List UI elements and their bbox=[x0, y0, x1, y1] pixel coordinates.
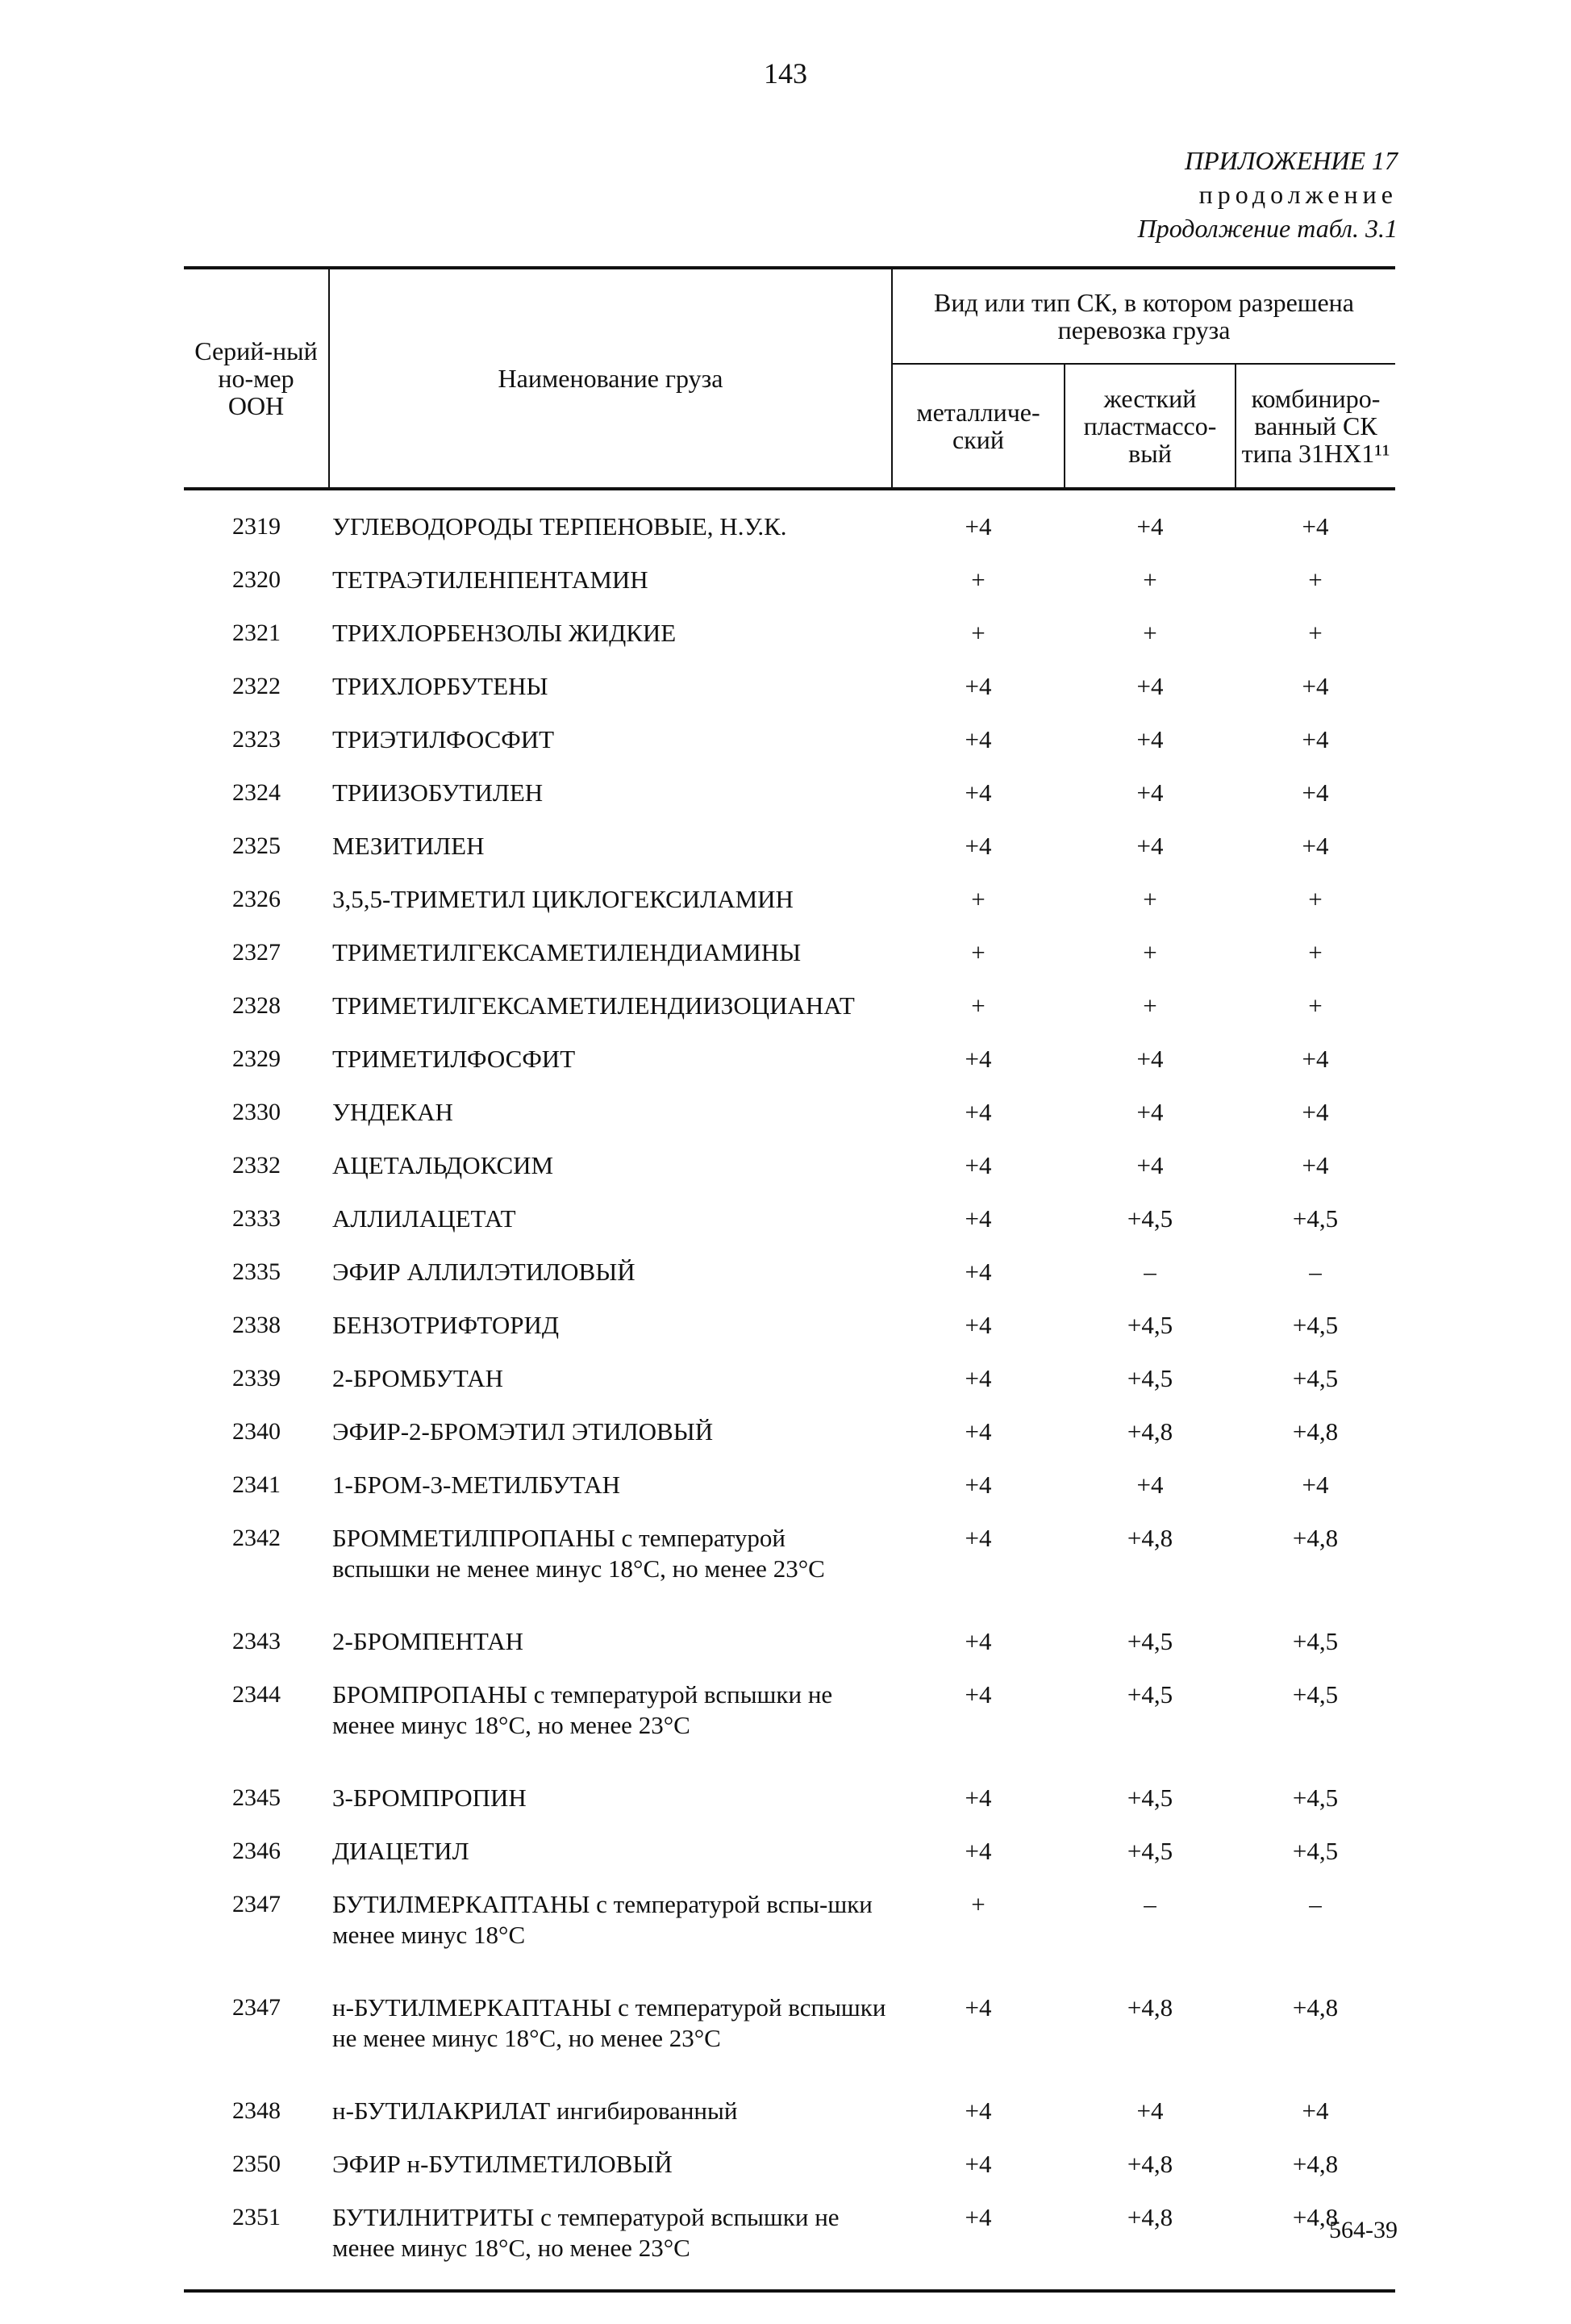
cell-combined: +4 bbox=[1302, 2097, 1329, 2125]
cell-metal: + bbox=[971, 565, 986, 594]
cell-cargo-name: ЭФИР АЛЛИЛЭТИЛОВЫЙ bbox=[332, 1258, 635, 1286]
cell-rigid-plastic: +4 bbox=[1136, 725, 1164, 753]
cell-serial-number: 2332 bbox=[232, 1152, 281, 1179]
cell-combined: + bbox=[1308, 938, 1323, 966]
cell-metal: +4 bbox=[965, 1993, 992, 2022]
header-cargo-name: Наименование груза bbox=[329, 268, 892, 489]
cell-metal: +4 bbox=[965, 832, 992, 860]
cell-cargo-name: ДИАЦЕТИЛ bbox=[332, 1837, 469, 1865]
cell-combined: + bbox=[1308, 991, 1323, 1020]
cell-cargo-name: 2-БРОМБУТАН bbox=[332, 1364, 504, 1392]
cell-serial-number: 2351 bbox=[184, 2191, 329, 2291]
cell-rigid-plastic: +4,5 bbox=[1127, 1784, 1173, 1812]
cell-serial-number: 2348 bbox=[232, 2097, 281, 2124]
table-row bbox=[184, 489, 1395, 553]
table-row bbox=[184, 2191, 1395, 2291]
cell-serial-number: 2343 bbox=[232, 1628, 281, 1654]
cell-combined: +4,5 bbox=[1292, 1311, 1339, 1339]
table-row bbox=[184, 1981, 1395, 2084]
table-row bbox=[184, 766, 1395, 820]
table-row bbox=[184, 553, 1395, 607]
cargo-table bbox=[184, 266, 1395, 2293]
cell-metal: + bbox=[971, 619, 986, 647]
page-number: 143 bbox=[764, 57, 807, 90]
cell-cargo-name: ТЕТРАЭТИЛЕНПЕНТАМИН bbox=[332, 565, 648, 594]
cell-serial-number: 2340 bbox=[232, 1418, 281, 1445]
cell-metal: + bbox=[971, 938, 986, 966]
cell-serial-number: 2339 bbox=[232, 1365, 281, 1391]
cell-cargo-name: УГЛЕВОДОРОДЫ ТЕРПЕНОВЫЕ, Н.У.К. bbox=[332, 512, 787, 540]
cell-rigid-plastic: +4,8 bbox=[1127, 1993, 1173, 2022]
table-row bbox=[184, 1405, 1395, 1458]
cell-cargo-name: МЕЗИТИЛЕН bbox=[332, 832, 485, 860]
cell-metal: +4 bbox=[965, 1627, 992, 1655]
cell-cargo-name: 3,5,5-ТРИМЕТИЛ ЦИКЛОГЕКСИЛАМИН bbox=[332, 885, 794, 913]
table-row bbox=[184, 1299, 1395, 1352]
appendix-title: ПРИЛОЖЕНИЕ 17 bbox=[1185, 146, 1398, 175]
cell-metal: +4 bbox=[965, 2150, 992, 2178]
table-row bbox=[184, 1139, 1395, 1192]
cell-rigid-plastic: +4,5 bbox=[1127, 1627, 1173, 1655]
cell-serial-number: 2347 bbox=[232, 1994, 281, 2021]
cell-cargo-name: ТРИИЗОБУТИЛЕН bbox=[332, 778, 544, 807]
cell-serial-number: 2328 bbox=[232, 992, 281, 1019]
cell-rigid-plastic: +4 bbox=[1136, 2097, 1164, 2125]
cell-rigid-plastic: +4,5 bbox=[1127, 1311, 1173, 1339]
cell-metal: +4 bbox=[965, 778, 992, 807]
cell-combined: +4,8 bbox=[1292, 2150, 1339, 2178]
cell-serial-number: 2326 bbox=[232, 886, 281, 912]
cell-metal: +4 bbox=[965, 1417, 992, 1446]
cell-rigid-plastic: + bbox=[1143, 938, 1157, 966]
cell-metal: +4 bbox=[965, 1784, 992, 1812]
cell-rigid-plastic: +4 bbox=[1136, 1151, 1164, 1179]
cell-serial-number: 2330 bbox=[232, 1099, 281, 1125]
cell-combined: +4,5 bbox=[1292, 1837, 1339, 1865]
cell-combined: +4,8 bbox=[1292, 1993, 1339, 2022]
cell-metal: +4 bbox=[965, 1524, 992, 1552]
cell-rigid-plastic: +4,5 bbox=[1127, 1680, 1173, 1709]
cell-cargo-name: БРОМПРОПАНЫ с температурой вспышки не менее минус 18°C, но менее 23°C bbox=[332, 1680, 833, 1739]
cell-serial-number: 2350 bbox=[232, 2151, 281, 2177]
cell-combined: +4 bbox=[1302, 672, 1329, 700]
cell-combined: +4,5 bbox=[1292, 1627, 1339, 1655]
cell-serial-number: 2346 bbox=[232, 1838, 281, 1864]
cell-rigid-plastic: +4,8 bbox=[1127, 1524, 1173, 1552]
continuation-label: продолжение bbox=[1198, 180, 1398, 209]
cell-combined: +4 bbox=[1302, 512, 1329, 540]
cell-cargo-name: ТРИМЕТИЛГЕКСАМЕТИЛЕНДИАМИНЫ bbox=[332, 938, 802, 966]
cell-combined: +4,8 bbox=[1236, 2191, 1395, 2291]
cell-serial-number: 2341 bbox=[232, 1471, 281, 1498]
cell-cargo-name: н-БУТИЛМЕРКАПТАНЫ с температурой вспышки не менее минус 18°C, но менее 23°C bbox=[332, 1993, 886, 2052]
cell-combined: + bbox=[1308, 619, 1323, 647]
table-row bbox=[184, 713, 1395, 766]
table-row bbox=[184, 1668, 1395, 1771]
cell-combined: +4 bbox=[1302, 1098, 1329, 1126]
table-row bbox=[184, 873, 1395, 926]
cell-serial-number: 2347 bbox=[232, 1891, 281, 1917]
cell-metal: +4 bbox=[965, 1258, 992, 1286]
cell-combined: +4 bbox=[1302, 832, 1329, 860]
table-row bbox=[184, 1033, 1395, 1086]
cell-metal: + bbox=[971, 991, 986, 1020]
cell-cargo-name: ТРИМЕТИЛГЕКСАМЕТИЛЕНДИИЗОЦИАНАТ bbox=[332, 991, 855, 1020]
cell-cargo-name: н-БУТИЛАКРИЛАТ ингибированный bbox=[332, 2097, 738, 2125]
cell-combined: +4 bbox=[1302, 1151, 1329, 1179]
cell-rigid-plastic: + bbox=[1143, 885, 1157, 913]
cell-metal: +4 bbox=[965, 1471, 992, 1499]
table-row bbox=[184, 1352, 1395, 1405]
cell-metal: +4 bbox=[965, 1098, 992, 1126]
cell-metal: + bbox=[971, 885, 986, 913]
cell-rigid-plastic: +4,8 bbox=[1127, 1417, 1173, 1446]
cell-cargo-name: БРОММЕТИЛПРОПАНЫ с температурой вспышки не менее минус 18°C, но менее 23°C bbox=[332, 1524, 825, 1583]
cell-combined: +4,5 bbox=[1292, 1364, 1339, 1392]
cell-combined: +4 bbox=[1302, 778, 1329, 807]
cell-serial-number: 2344 bbox=[232, 1681, 281, 1708]
header-rigid-plastic: жесткий пластмассо-вый bbox=[1065, 364, 1236, 489]
table-row bbox=[184, 1192, 1395, 1245]
table-row bbox=[184, 660, 1395, 713]
cell-metal: +4 bbox=[965, 2097, 992, 2125]
cell-serial-number: 2327 bbox=[232, 939, 281, 966]
cell-serial-number: 2338 bbox=[232, 1312, 281, 1338]
cell-cargo-name: АЛЛИЛАЦЕТАТ bbox=[332, 1204, 516, 1233]
cell-metal: +4 bbox=[965, 1680, 992, 1709]
table-row bbox=[184, 607, 1395, 660]
cell-rigid-plastic: + bbox=[1143, 991, 1157, 1020]
cell-cargo-name: УНДЕКАН bbox=[332, 1098, 453, 1126]
cell-rigid-plastic: +4,5 bbox=[1127, 1837, 1173, 1865]
cell-cargo-name: 3-БРОМПРОПИН bbox=[332, 1784, 527, 1812]
cell-combined: +4,5 bbox=[1292, 1204, 1339, 1233]
cell-metal: +4 bbox=[965, 672, 992, 700]
table-body bbox=[184, 489, 1395, 2291]
header-serial-number: Серий-ный но-мер ООН bbox=[184, 268, 329, 489]
cell-metal: +4 bbox=[892, 2191, 1065, 2291]
cell-serial-number: 2345 bbox=[232, 1784, 281, 1811]
table-row bbox=[184, 926, 1395, 979]
table-continuation-label: Продолжение табл. 3.1 bbox=[1137, 214, 1398, 243]
cell-rigid-plastic: +4 bbox=[1136, 512, 1164, 540]
table-row bbox=[184, 979, 1395, 1033]
cell-combined: +4 bbox=[1302, 1045, 1329, 1073]
footer-code: 564-39 bbox=[1329, 2217, 1398, 2243]
cell-rigid-plastic: +4 bbox=[1136, 832, 1164, 860]
cell-combined: +4,8 bbox=[1292, 1524, 1339, 1552]
table-row bbox=[184, 2084, 1395, 2138]
cell-rigid-plastic: +4 bbox=[1136, 778, 1164, 807]
cell-serial-number: 2333 bbox=[232, 1205, 281, 1232]
cell-cargo-name: ЭФИР-2-БРОМЭТИЛ ЭТИЛОВЫЙ bbox=[332, 1417, 714, 1446]
cell-cargo-name: ЭФИР н-БУТИЛМЕТИЛОВЫЙ bbox=[332, 2150, 673, 2178]
cell-rigid-plastic: +4 bbox=[1136, 1098, 1164, 1126]
cell-rigid-plastic: – bbox=[1144, 1258, 1156, 1286]
cell-combined: +4 bbox=[1302, 1471, 1329, 1499]
cell-metal: +4 bbox=[965, 725, 992, 753]
cell-combined: – bbox=[1309, 1258, 1322, 1286]
cell-serial-number: 2319 bbox=[232, 513, 281, 540]
cell-cargo-name: БУТИЛНИТРИТЫ с температурой вспышки не менее минус 18°C, но менее 23°C bbox=[329, 2191, 892, 2291]
cell-metal: +4 bbox=[965, 1204, 992, 1233]
cell-serial-number: 2335 bbox=[232, 1258, 281, 1285]
cell-rigid-plastic: + bbox=[1143, 619, 1157, 647]
table-row bbox=[184, 1458, 1395, 1512]
cell-serial-number: 2329 bbox=[232, 1045, 281, 1072]
cell-cargo-name: ТРИЭТИЛФОСФИТ bbox=[332, 725, 555, 753]
cell-combined: +4 bbox=[1302, 725, 1329, 753]
cell-cargo-name: 2-БРОМПЕНТАН bbox=[332, 1627, 524, 1655]
cell-rigid-plastic: +4 bbox=[1136, 1045, 1164, 1073]
cell-combined: +4,5 bbox=[1292, 1680, 1339, 1709]
header-combined: комбиниро-ванный СК типа 31НХ1¹¹ bbox=[1236, 364, 1395, 489]
cell-serial-number: 2325 bbox=[232, 832, 281, 859]
cell-cargo-name: БУТИЛМЕРКАПТАНЫ с температурой вспы-шки менее минус 18°C bbox=[332, 1890, 873, 1949]
table-row bbox=[184, 1825, 1395, 1878]
cell-serial-number: 2342 bbox=[232, 1525, 281, 1551]
cell-cargo-name: 1-БРОМ-3-МЕТИЛБУТАН bbox=[332, 1471, 621, 1499]
cell-rigid-plastic: +4 bbox=[1136, 672, 1164, 700]
table-row bbox=[184, 1771, 1395, 1825]
cell-cargo-name: ТРИХЛОРБЕНЗОЛЫ ЖИДКИЕ bbox=[332, 619, 677, 647]
cell-combined: + bbox=[1308, 885, 1323, 913]
cell-rigid-plastic: +4,5 bbox=[1127, 1364, 1173, 1392]
table-row bbox=[184, 1086, 1395, 1139]
header-container-type-group: Вид или тип СК, в котором разрешена перевозка груза bbox=[892, 268, 1395, 364]
cell-rigid-plastic: + bbox=[1143, 565, 1157, 594]
table-row bbox=[184, 1512, 1395, 1615]
table-row bbox=[184, 1245, 1395, 1299]
cell-cargo-name: ТРИМЕТИЛФОСФИТ bbox=[332, 1045, 576, 1073]
cell-rigid-plastic: – bbox=[1144, 1890, 1156, 1918]
cell-metal: +4 bbox=[965, 1837, 992, 1865]
cell-rigid-plastic: +4 bbox=[1136, 1471, 1164, 1499]
cell-metal: +4 bbox=[965, 1045, 992, 1073]
cell-cargo-name: ТРИХЛОРБУТЕНЫ bbox=[332, 672, 548, 700]
cell-cargo-name: АЦЕТАЛЬДОКСИМ bbox=[332, 1151, 554, 1179]
cell-metal: +4 bbox=[965, 1311, 992, 1339]
header-metal: металличе-ский bbox=[892, 364, 1065, 489]
appendix-header bbox=[1138, 144, 1398, 245]
cell-cargo-name: БЕНЗОТРИФТОРИД bbox=[332, 1311, 560, 1339]
cell-metal: +4 bbox=[965, 512, 992, 540]
cell-rigid-plastic: +4,8 bbox=[1065, 2191, 1236, 2291]
cell-serial-number: 2321 bbox=[232, 620, 281, 646]
cell-metal: +4 bbox=[965, 1151, 992, 1179]
cell-metal: + bbox=[971, 1890, 986, 1918]
table-row bbox=[184, 2138, 1395, 2191]
cell-combined: +4,8 bbox=[1292, 1417, 1339, 1446]
cell-combined: +4,5 bbox=[1292, 1784, 1339, 1812]
cell-serial-number: 2320 bbox=[232, 566, 281, 593]
cell-rigid-plastic: +4,8 bbox=[1127, 2150, 1173, 2178]
cell-serial-number: 2323 bbox=[232, 726, 281, 753]
cell-serial-number: 2322 bbox=[232, 673, 281, 699]
cell-serial-number: 2324 bbox=[232, 779, 281, 806]
table-row bbox=[184, 820, 1395, 873]
cell-rigid-plastic: +4,5 bbox=[1127, 1204, 1173, 1233]
cell-metal: +4 bbox=[965, 1364, 992, 1392]
cell-combined: + bbox=[1308, 565, 1323, 594]
table-row bbox=[184, 1615, 1395, 1668]
cell-combined: – bbox=[1309, 1890, 1322, 1918]
table-row bbox=[184, 1878, 1395, 1981]
